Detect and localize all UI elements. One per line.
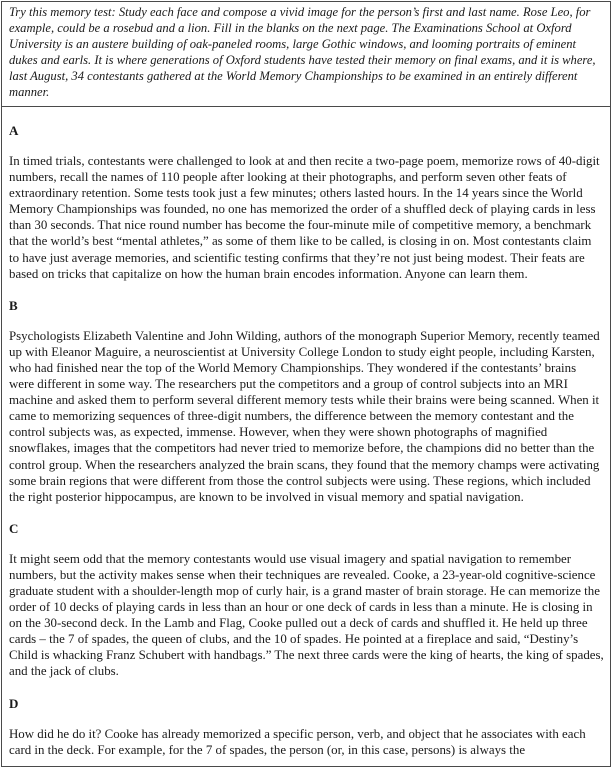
section-c-text: It might seem odd that the memory contestants would use visual imagery and spatial navigation to remember numbers, but the activity makes sense when their techniques are revealed. Cooke, a 23-year-old cognitive-science graduate student with a shoulder-length mop of curly hair, is a grand master of brain storage. He can memorize the order of 10 decks of playing cards in less than an hour or one deck of cards in less than a minute. He is closing in on the 30-second deck. In the Lamb and Flag, Cooke pulled out a deck of cards and shuffled it. He held up three cards – the 7 of spades, the queen of clubs, and the 10 of spades. He pointed at a fireplace and said, “Destiny’s Child is whacking Franz Schubert with handbags.” The next three cards were the king of hearts, the king of spades, and the jack of clubs. xyxy=(9,551,604,679)
section-b xyxy=(2,298,610,505)
section-a-text: In timed trials, contestants were challenged to look at and then recite a two-page poem, memorize rows of 40-digit numbers, recall the names of 110 people after looking at their photographs, and perform seven other feats of extraordinary retention. Some tests took just a few minutes; others lasted hours. In the 14 years since the World Memory Championships was founded, no one has memorized the order of a shuffled deck of playing cards in less than 30 seconds. That nice round number has become the four-minute mile of competitive memory, a benchmark that the world’s best “mental athletes,” as some of them like to be called, is closing in on. Most contestants claim to have just average memories, and scientific testing confirms that they’re not just being modest. Their feats are based on tricks that capitalize on how the human brain encodes information. Anyone can learn them. xyxy=(9,154,600,281)
article-frame xyxy=(1,1,611,767)
section-b-letter: B xyxy=(9,297,18,313)
section-d-letter: D xyxy=(9,695,19,711)
section-a-letter: A xyxy=(9,123,19,138)
section-c-letter: C xyxy=(9,520,19,536)
section-b-text: Psychologists Elizabeth Valentine and John Wilding, authors of the monograph Superior Memory, recently teamed up with Eleanor Maguire, a neuroscientist at University College London to study eight people, including Karsten, who had finished near the top of the World Memory Championships. They wondered if the contestants’ brains were different in some way. The researchers put the competitors and a group of control subjects into an MRI machine and asked them to perform several different memory tests while their brains were being scanned. When it came to memorizing sequences of three-digit numbers, the difference between the memory contestant and the control subjects was, as expected, immense. However, when they were shown photographs of magnified snowflakes, images that the competitors had never tried to memorize before, the champions did no better than the control group. When the researchers analyzed the brain scans, they found that the memory champs were activating some brain regions that were different from those the control subjects were using. These regions, which included the right posterior hippocampus, are known to be involved in visual memory and spatial navigation. xyxy=(9,328,600,504)
section-d-text: How did he do it? Cooke has already memorized a specific person, verb, and object that he associates with each card in the deck. For example, for the 7 of spades, the person (or, in this case, persons) is always the xyxy=(9,726,586,757)
intro-divider xyxy=(2,106,610,107)
section-a xyxy=(2,123,610,282)
intro-instructions: Try this memory test: Study each face and compose a vivid image for the person’s first and last name. Rose Leo, for example, could be a rosebud and a lion. Fill in the blanks on the next page. The Examinations School at Oxford University is an austere building of oak-paneled rooms, large Gothic windows, and looming portraits of eminent dukes and earls. It is where generations of Oxford students have tested their memory on final exams, and it is where, last August, 34 contestants gathered at the World Memory Championships to be examined in an entirely different manner. xyxy=(9,5,596,99)
section-c xyxy=(2,521,610,680)
section-d xyxy=(2,696,610,758)
